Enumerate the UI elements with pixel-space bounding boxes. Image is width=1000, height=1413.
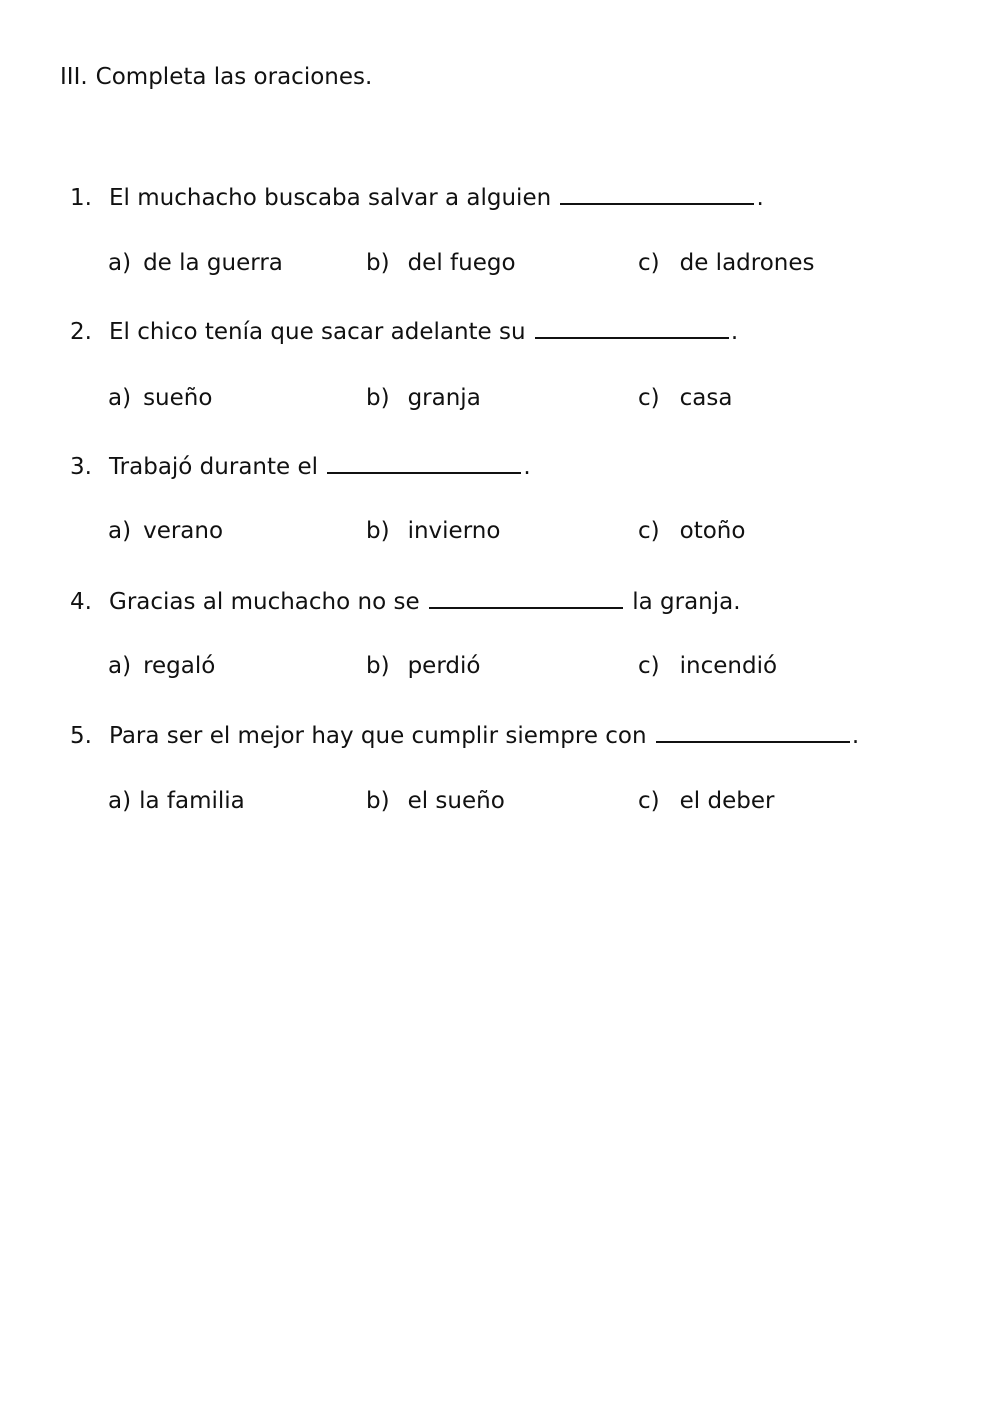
option-c[interactable] — [638, 385, 732, 411]
options-3 — [108, 518, 928, 552]
option-text: la familia — [139, 788, 245, 814]
option-letter: c) — [638, 788, 660, 814]
option-a[interactable] — [108, 518, 223, 544]
options-2 — [108, 385, 928, 419]
answer-blank[interactable] — [656, 721, 850, 743]
question-text-before: El muchacho buscaba salvar a alguien — [109, 185, 552, 211]
question-number: 1. — [70, 185, 92, 211]
options-4 — [108, 653, 928, 687]
options-5 — [108, 788, 928, 822]
answer-blank[interactable] — [560, 183, 754, 205]
option-text: del fuego — [407, 250, 516, 276]
option-text: el deber — [679, 788, 775, 814]
question-5 — [70, 721, 859, 749]
question-number: 4. — [70, 589, 92, 615]
question-1 — [70, 183, 764, 211]
option-a[interactable] — [108, 788, 245, 814]
option-letter: c) — [638, 385, 660, 411]
option-letter: b) — [366, 788, 390, 814]
option-b[interactable] — [366, 518, 500, 544]
question-text-before: Gracias al muchacho no se — [109, 589, 420, 615]
option-text: de ladrones — [679, 250, 815, 276]
option-letter: c) — [638, 518, 660, 544]
option-text: sueño — [143, 385, 213, 411]
question-text-after: . — [851, 723, 860, 749]
option-letter: a) — [108, 653, 132, 679]
option-text: el sueño — [407, 788, 505, 814]
option-text: casa — [679, 385, 733, 411]
option-letter: c) — [638, 250, 660, 276]
option-letter: a) — [108, 250, 132, 276]
options-1 — [108, 250, 928, 284]
option-text: regaló — [143, 653, 216, 679]
option-letter: b) — [366, 518, 390, 544]
option-letter: c) — [638, 653, 660, 679]
option-letter: b) — [366, 653, 390, 679]
option-a[interactable] — [108, 653, 215, 679]
option-b[interactable] — [366, 788, 505, 814]
option-b[interactable] — [366, 250, 516, 276]
option-letter: a) — [108, 518, 132, 544]
question-text-after: la granja. — [632, 589, 741, 615]
question-text-after: . — [730, 319, 739, 345]
option-letter: a) — [108, 385, 132, 411]
answer-blank[interactable] — [429, 587, 623, 609]
option-c[interactable] — [638, 518, 745, 544]
option-text: invierno — [407, 518, 501, 544]
worksheet-heading — [60, 64, 372, 90]
option-text: otoño — [679, 518, 746, 544]
question-text-after: . — [756, 185, 764, 211]
option-b[interactable] — [366, 385, 481, 411]
question-text-before: El chico tenía que sacar adelante su — [109, 319, 526, 345]
option-b[interactable] — [366, 653, 480, 679]
option-text: perdió — [407, 653, 481, 679]
question-number: 5. — [70, 723, 92, 749]
option-c[interactable] — [638, 788, 774, 814]
question-4 — [70, 587, 741, 615]
answer-blank[interactable] — [327, 452, 521, 474]
option-text: incendió — [679, 653, 778, 679]
question-number: 3. — [70, 454, 92, 480]
question-text-before: Trabajó durante el — [109, 454, 319, 480]
option-c[interactable] — [638, 653, 777, 679]
question-text-before: Para ser el mejor hay que cumplir siempre con — [109, 723, 647, 749]
question-number: 2. — [70, 319, 92, 345]
question-2 — [70, 317, 738, 345]
option-text: verano — [143, 518, 224, 544]
question-3 — [70, 452, 531, 480]
option-text: de la guerra — [143, 250, 283, 276]
option-a[interactable] — [108, 250, 283, 276]
option-a[interactable] — [108, 385, 212, 411]
section-numeral: III. — [60, 64, 88, 90]
option-letter: b) — [366, 250, 390, 276]
section-instruction: Completa las oraciones. — [95, 64, 373, 90]
option-letter: a) — [108, 788, 132, 814]
answer-blank[interactable] — [535, 317, 729, 339]
question-text-after: . — [523, 454, 531, 480]
option-c[interactable] — [638, 250, 815, 276]
option-text: granja — [407, 385, 481, 411]
option-letter: b) — [366, 385, 390, 411]
